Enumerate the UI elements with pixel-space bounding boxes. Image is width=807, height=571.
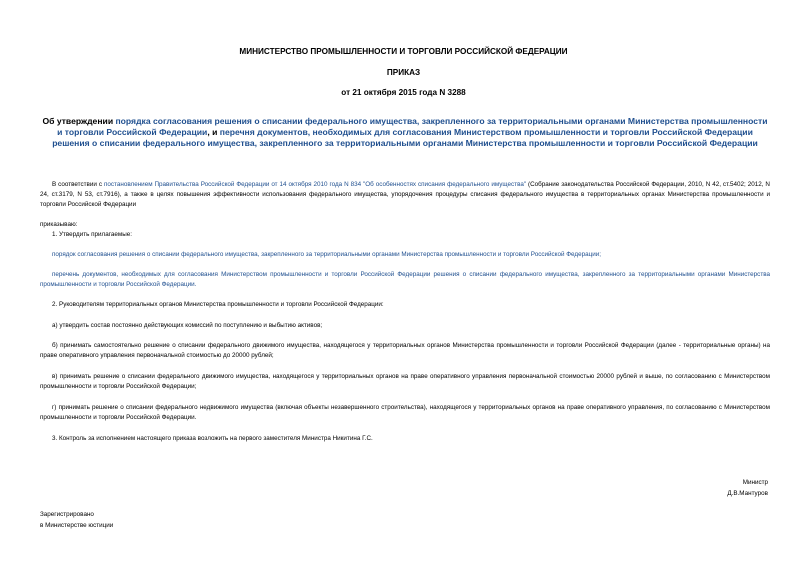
- item1-label: 1. Утвердить прилагаемые:: [52, 231, 132, 238]
- item2-c: в) принимать решение о списании федерального движимого имущества, находящегося у территориальных органов на праве оперативного управления первоначальной стоимостью 20000 рублей и выше, по согласованию с Министерством промышленности и торговли Российской Федерации;: [40, 373, 770, 391]
- preamble-link-decree[interactable]: постановлением Правительства Российской Федерации от 14 октября 2010 года N 834 "Об особенностях списания федерального имущества": [103, 181, 527, 188]
- item3: 3. Контроль за исполнением настоящего приказа возложить на первого заместителя Министра Никитина Г.С.: [52, 435, 373, 442]
- item2-a: а) утвердить состав постоянно действующих комиссий по поступлению и выбытию активов;: [52, 322, 323, 329]
- signature-name: Д.В.Мантуров: [727, 489, 768, 497]
- item2-label: 2. Руководителям территориальных органов Министерства промышленности и торговли Российской Федерации:: [52, 301, 384, 308]
- heading-middle: , и: [207, 127, 220, 138]
- heading-link-procedure[interactable]: порядка согласования решения о списании федерального имущества, закрепленного за территориальными органами Министерства промышленности и торговли Российской Федерации: [57, 116, 768, 138]
- registration-block: [40, 510, 113, 532]
- preamble-paragraph: [40, 180, 770, 211]
- ministry-title: МИНИСТЕРСТВО ПРОМЫШЛЕННОСТИ И ТОРГОВЛИ РОССИЙСКОЙ ФЕДЕРАЦИИ: [239, 47, 568, 56]
- item1-link-list[interactable]: перечень документов, необходимых для согласования Министерством промышленности и торговли Российской Федерации решения о списании федерального имущества, закрепленного за территориальными органами Министерства промышленности и торговли Российской Федерации.: [40, 271, 770, 289]
- signature-position: Министр: [742, 479, 768, 486]
- preamble-part2: (Собрание законодательства Российской Федерации, 2010, N 42, ст.5402; 2012, N 24, ст.3179, N 53, ст.7916), а также в целях повышения эффективности использования федерального имущества, упорядочения процедуры списания федерального имущества в территориальных органах Министерства промышленности и торговли Российской Федерации: [40, 181, 770, 209]
- document-heading: [40, 116, 770, 150]
- preamble-part1: В соответствии с: [52, 181, 104, 188]
- date-number: от 21 октября 2015 года N 3288: [341, 88, 466, 97]
- order-word: приказываю:: [40, 221, 78, 228]
- item2-d: г) принимать решение о списании федерального недвижимого имущества (включая объекты незавершенного строительства), находящегося у территориальных органов на праве оперативного управления, по согласованию с Министерством промышленности и торговли Российской Федерации.: [40, 404, 770, 422]
- registration-line1: Зарегистрировано: [40, 511, 94, 518]
- registration-line2: в Министерстве юстиции: [40, 521, 114, 529]
- item1-link-procedure[interactable]: порядок согласования решения о списании федерального имущества, закрепленного за территориальными органами Министерства промышленности и торговли Российской Федерации;: [52, 251, 601, 258]
- heading-prefix: Об утверждении: [42, 116, 116, 126]
- heading-link-list[interactable]: перечня документов, необходимых для согласования Министерством промышленности и торговли Российской Федерации решения о списании федерального имущества, закрепленного за территориальными органами Министерства промышленности и торговли Российской Федерации: [52, 127, 758, 149]
- doc-type-title: ПРИКАЗ: [386, 68, 421, 77]
- signature-block: [727, 478, 768, 499]
- item2-b: б) принимать самостоятельно решение о списании федерального движимого имущества, находящегося у территориальных органов Министерства промышленности и торговли Российской Федерации (далее - территориальные органы) на праве оперативного управления первоначальной стоимостью до 20000 рублей;: [40, 342, 770, 360]
